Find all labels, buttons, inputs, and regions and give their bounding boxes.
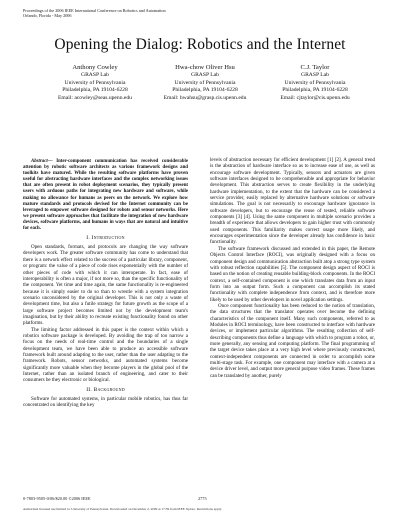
- paper-title: Opening the Dialog: Robotics and the Internet: [54, 36, 346, 53]
- conference-location: Orlando, Florida - May 2006: [23, 13, 72, 19]
- right-column: [210, 157, 375, 379]
- section-heading-background: II. Background: [86, 386, 125, 393]
- page-number: 2775: [198, 496, 207, 501]
- author-city: Philadelphia, PA 19104-6228: [172, 87, 238, 94]
- conference-name: Proceedings of the 2006 IEEE International Conference on Robotics and Automation: [23, 8, 166, 13]
- author-city: Philadelphia, PA 19104-6228: [62, 87, 128, 94]
- author-university: University of Pennsylvania: [284, 79, 346, 86]
- section-heading-introduction: I. Introduction: [86, 235, 125, 242]
- copyright-notice: 0-7803-9505-0/06/$20.00 ©2006 IEEE: [23, 496, 91, 501]
- page-footer: [23, 496, 377, 501]
- conference-header: [23, 8, 166, 19]
- abstract: [23, 159, 188, 232]
- author-name: Hwa-chow Oliver Hsu: [175, 64, 235, 71]
- author-lab: GRASP Lab: [301, 72, 329, 78]
- paragraph: Software for automated systems, in particular mobile robotics, has thus far concentrated on identifying the key: [23, 395, 188, 409]
- author-lab: GRASP Lab: [191, 72, 219, 78]
- author-lab: GRASP Lab: [81, 72, 109, 78]
- author-university: University of Pennsylvania: [174, 79, 236, 86]
- author-email: Email: cjtaylor@cis.upenn.edu: [280, 94, 350, 101]
- left-column: [23, 159, 188, 408]
- paragraph: The software framework discussed and extended in this paper, the Remote Objects Control Interface (ROCI), was originally designed with a focus on component design and communication abstraction built atop a strong type system with robust reflection capabilities [5]. The component design aspect of ROCI is based on the notion of creating reusable building-block components. In the ROCI context, a self-contained component is one which translates data from an input form into an output form. Such a component can accomplish its stated functionality with complete independence from context, and is therefore more likely to be used by other developers in novel application settings.: [210, 245, 375, 303]
- paragraph: Once component functionality has been reduced to the notion of translation, the data structures that the translator operates over become the defining characteristics of the component itself. Many such components, referred to as Modules in ROCI terminology, have been constructed to interface with hardware devices, or implement particular algorithms. The resulting collection of self-describing components thus define a language with which to program a robot, or, more generally, any sensing and computing platform. The final programming of the target device takes place at a very high level where previously constructed, context-independent components are connected in order to accomplish some multi-stage task. For example, one component may interface with a camera at a device driver level, and output more general purpose video frames. These frames can be translated by another, purely: [210, 302, 375, 379]
- author-university: University of Pennsylvania: [64, 79, 126, 86]
- paragraph: levels of abstraction necessary for efficient development [1] [2]. A general trend is the abstraction of hardware interface so as to increase ease of use, as well as encourage software development. Typically, sensors and actuators are given software interfaces designed to be comprehensible and appropriate for behavior development. This abstraction serves to create flexibility in the underlying hardware implementation, to the extent that the hardware can be considered a service provider, easily replaced by alternative hardware solutions or software simulations. The goal is not necessarily to encourage hardware ignorance in software developers, but to encourage the reuse of tested, reliable software components [3] [4]. Using the same component in multiple scenario provides a breadth of experience that allows developers to gain higher trust with commonly used components. This familiarity makes correct usage more likely, and encourages experimentation since the developer already has confidence in basic functionality.: [210, 157, 375, 246]
- paragraph: Open standards, formats, and protocols are changing the way software developers work. The greater software community has come to understand that there is a network effect related to the success of a particular library, component, or program: the value of a piece of code rises exponentially with the number of other pieces of code with which it can interoperate. In fact, ease of interoperability is often a major, if not more so, than the specific functionality of the component. Yet time and time again, the same functionality is re-engineered because it is simply easier to do so than to wrestle with a system integration scenario unconsidered by the original developer. This is not only a waste of development time, but also a futile strategy for future growth as the scope of a large software project becomes limited not by the development team's imagination, but by their ability to recreate existing functionality found on other platforms.: [23, 244, 188, 327]
- abstract-text: — Inter-component communication has received considerable attention by robotic software architects as various framework designs and toolkits have matured. While the resulting software platforms have proven useful for abstracting hardware interfaces and the complex networking issues that are often present in robot deployment scenarios, they typically present users with arduous paths for integrating new hardware and software, while making no allowance for humans as peers on the network. We explore how mature standards and protocols devised for the Internet community can be leveraged to empower software designed for robots and sensor networks. Here we present software approaches that facilitate the integration of new hardware devices, software platforms, and humans in ways that are natural and intuitive for each.: [23, 159, 188, 232]
- paragraph: The limiting factor addressed in this paper is the context within which a robotics software package is developed. By avoiding the trap of too narrow a focus on the needs of real-time control and the boundaries of a single development team, we have been able to produce an accessible software framework built around adapting to the user, rather than the user adapting to the framework. Robots, sensor networks, and automated systems become significantly more valuable when they become players in the global pool of the Internet, rather than an isolated branch of engineering, and cater to their consumers be they electronic or biological.: [23, 326, 188, 384]
- author-3: [260, 63, 370, 102]
- license-notice: Authorized licensed use limited to: University of Pennsylvania. Downloaded on December 2, 2009 at 17:39 from IEEE Xplore. Restrictions apply.: [23, 507, 222, 511]
- author-email: Email: acowley@seas.upenn.edu: [58, 94, 132, 101]
- author-2: [150, 63, 260, 102]
- author-block: [40, 63, 370, 102]
- author-city: Philadelphia, PA 19104-6228: [282, 87, 348, 94]
- abstract-label: Abstract: [31, 159, 48, 164]
- author-1: [40, 63, 150, 102]
- author-name: Anthony Cowley: [72, 64, 118, 71]
- author-name: C.J. Taylor: [300, 64, 330, 71]
- author-email: Email: hwahsu@grasp.cis.upenn.edu: [163, 94, 247, 101]
